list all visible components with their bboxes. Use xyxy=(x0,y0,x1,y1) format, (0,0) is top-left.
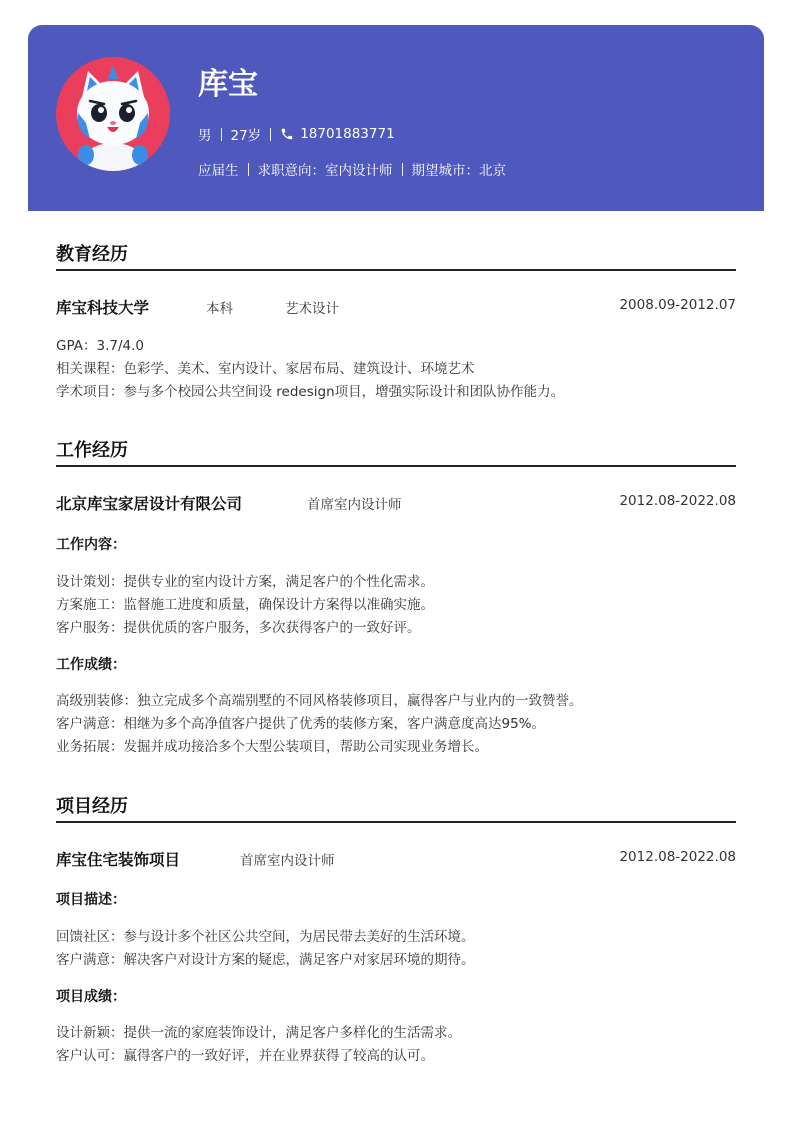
basic-info-row xyxy=(198,124,395,144)
work-achievement-line: 业务拓展：发掘并成功接洽多个大型公装项目，帮助公司实现业务增长。 xyxy=(56,739,488,755)
work-achievement-line: 客户满意：相继为多个高净值客户提供了优秀的装修方案，客户满意度高达95%。 xyxy=(56,716,546,732)
job-info-row xyxy=(198,159,506,179)
project-result-heading: 项目成绩： xyxy=(56,989,126,1005)
section-title-project: 项目经历 xyxy=(56,796,128,817)
project-desc-line: 回馈社区：参与设计多个社区公共空间，为居民带去美好的生活环境。 xyxy=(56,929,475,945)
age: 27岁 xyxy=(230,128,262,144)
divider xyxy=(270,128,271,141)
section-divider xyxy=(56,465,736,467)
divider xyxy=(248,163,249,176)
work-role: 首席室内设计师 xyxy=(307,497,402,513)
work-content-line: 设计策划：提供专业的室内设计方案，满足客户的个性化需求。 xyxy=(56,574,434,590)
job-intent: 求职意向：室内设计师 xyxy=(257,163,393,179)
work-achievement-heading: 工作成绩： xyxy=(56,657,126,673)
candidate-name: 库宝 xyxy=(198,67,258,102)
work-achievement-line: 高级别装修：独立完成多个高端别墅的不同风格装修项目，赢得客户与业内的一致赞誉。 xyxy=(56,693,583,709)
work-content-line: 方案施工：监督施工进度和质量，确保设计方案得以准确实施。 xyxy=(56,597,434,613)
education-line: 学术项目：参与多个校园公共空间设 redesign项目，增强实际设计和团队协作能力。 xyxy=(56,384,565,400)
work-content-heading: 工作内容： xyxy=(56,537,126,553)
expected-city: 期望城市：北京 xyxy=(411,163,506,179)
section-title-education: 教育经历 xyxy=(56,244,128,265)
divider xyxy=(221,128,222,141)
work-content-line: 客户服务：提供优质的客户服务，多次获得客户的一致好评。 xyxy=(56,620,421,636)
education-line: 相关课程：色彩学、美术、室内设计、家居布局、建筑设计、环境艺术 xyxy=(56,361,475,377)
project-desc-line: 客户满意：解决客户对设计方案的疑虑，满足客户对家居环境的期待。 xyxy=(56,952,475,968)
gender: 男 xyxy=(198,128,212,144)
project-role: 首席室内设计师 xyxy=(240,853,335,869)
company-name: 北京库宝家居设计有限公司 xyxy=(56,495,243,513)
avatar xyxy=(56,57,170,171)
major: 艺术设计 xyxy=(285,301,339,317)
section-title-work: 工作经历 xyxy=(56,440,128,461)
school-name: 库宝科技大学 xyxy=(56,299,150,317)
degree: 本科 xyxy=(206,301,233,317)
project-desc-heading: 项目描述： xyxy=(56,892,126,908)
header-banner xyxy=(28,25,764,211)
status: 应届生 xyxy=(198,163,239,179)
cat-mascot-icon xyxy=(56,57,170,171)
project-name: 库宝住宅装饰项目 xyxy=(56,851,181,869)
phone-icon xyxy=(280,127,294,141)
project-result-line: 设计新颖：提供一流的家庭装饰设计，满足客户多样化的生活需求。 xyxy=(56,1025,461,1041)
work-date: 2012.08-2022.08 xyxy=(619,493,736,509)
phone-number: 18701883771 xyxy=(300,126,395,142)
section-divider xyxy=(56,821,736,823)
project-result-line: 客户认可：赢得客户的一致好评，并在业界获得了较高的认可。 xyxy=(56,1048,434,1064)
section-divider xyxy=(56,269,736,271)
education-date: 2008.09-2012.07 xyxy=(619,297,736,313)
divider xyxy=(402,163,403,176)
education-line: GPA：3.7/4.0 xyxy=(56,338,144,354)
project-date: 2012.08-2022.08 xyxy=(619,849,736,865)
